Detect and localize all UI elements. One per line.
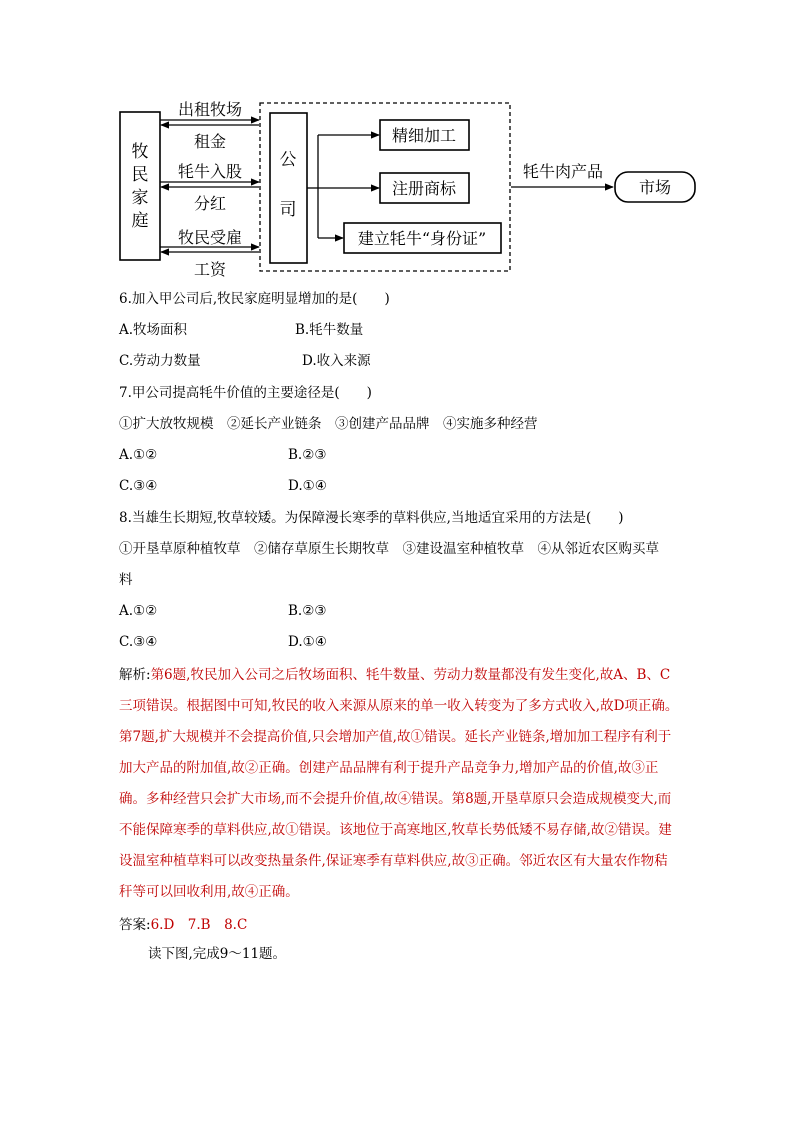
answer-text: 6.D 7.B 8.C xyxy=(150,917,248,933)
trademark-label: 注册商标 xyxy=(391,179,457,198)
q7-option-c: C.③④ xyxy=(119,478,158,494)
household-char: 民 xyxy=(131,165,149,185)
q8-option-b: B.②③ xyxy=(288,603,327,619)
household-char: 家 xyxy=(131,188,149,208)
q6-option-c: C.劳动力数量 xyxy=(119,353,201,369)
question-7-stem: 7.甲公司提高牦牛价值的主要途径是( ) xyxy=(119,385,372,401)
question-8-items-line2: 料 xyxy=(119,572,133,588)
label-dividend: 分红 xyxy=(193,194,227,213)
product-label: 牦牛肉产品 xyxy=(522,162,604,181)
analysis-paragraph xyxy=(119,660,679,908)
q6-option-d: D.收入来源 xyxy=(302,353,371,369)
analysis-label: 解析: xyxy=(119,667,151,683)
q8-option-d: D.①④ xyxy=(288,634,327,650)
question-7-items: ①扩大放牧规模 ②延长产业链条 ③创建产品品牌 ④实施多种经营 xyxy=(119,416,538,432)
company-box xyxy=(270,113,307,263)
q8-option-c: C.③④ xyxy=(119,634,158,650)
read-instruction: 读下图,完成9～11题。 xyxy=(148,946,287,962)
label-rent: 租金 xyxy=(193,132,227,151)
q7-option-a: A.①② xyxy=(119,447,158,463)
company-char: 司 xyxy=(279,200,297,220)
flow-diagram xyxy=(110,95,710,285)
label-wages: 工资 xyxy=(193,260,227,279)
question-6-stem: 6.加入甲公司后,牧民家庭明显增加的是( ) xyxy=(119,291,390,307)
household-char: 庭 xyxy=(131,211,149,231)
household-box xyxy=(120,112,160,260)
household-char: 牧 xyxy=(131,142,149,162)
q6-option-b: B.牦牛数量 xyxy=(295,322,364,338)
label-herder-employed: 牧民受雇 xyxy=(177,228,243,247)
fine-processing-label: 精细加工 xyxy=(391,126,457,145)
analysis-text: 第6题,牧民加入公司之后牧场面积、牦牛数量、劳动力数量都没有发生变化,故A、B、C三项错误。根据图中可知,牧民的收入来源从原来的单一收入转变为了多方式收入,故D项正确。第7题,扩大规模并不会提高价值,只会增加产值,故①错误。延长产业链条,增加加工程序有利于加大产品的附加值,故②正确。创建产品品牌有利于提升产品竞争力,增加产品的价值,故③正确。多种经营只会扩大市场,而不会提升价值,故④错误。第8题,开垦草原只会造成规模变大,而不能保障寒季的草料供应,故①错误。该地位于高寒地区,牧草长势低矮不易存储,故②错误。建设温室种植草料可以改变热量条件,保证寒季有草料供应,故③正确。邻近农区有大量农作物秸秆等可以回收利用,故④正确。 xyxy=(119,667,679,900)
q7-option-d: D.①④ xyxy=(288,478,327,494)
yak-id-label: 建立牦牛“身份证” xyxy=(357,229,487,248)
label-rent-ranch: 出租牧场 xyxy=(177,100,243,119)
q6-option-a: A.牧场面积 xyxy=(119,322,188,338)
q7-option-b: B.②③ xyxy=(288,447,327,463)
label-yak-shares: 牦牛入股 xyxy=(177,162,243,181)
answer-label: 答案: xyxy=(119,917,151,933)
market-label: 市场 xyxy=(638,178,672,197)
answer-line xyxy=(119,915,247,935)
question-8-stem: 8.当雄生长期短,牧草较矮。为保障漫长寒季的草料供应,当地适宜采用的方法是( ) xyxy=(119,510,624,526)
q8-option-a: A.①② xyxy=(119,603,158,619)
question-8-items-line1: ①开垦草原种植牧草 ②储存草原生长期牧草 ③建设温室种植牧草 ④从邻近农区购买草 xyxy=(119,541,659,557)
company-char: 公 xyxy=(279,150,297,170)
